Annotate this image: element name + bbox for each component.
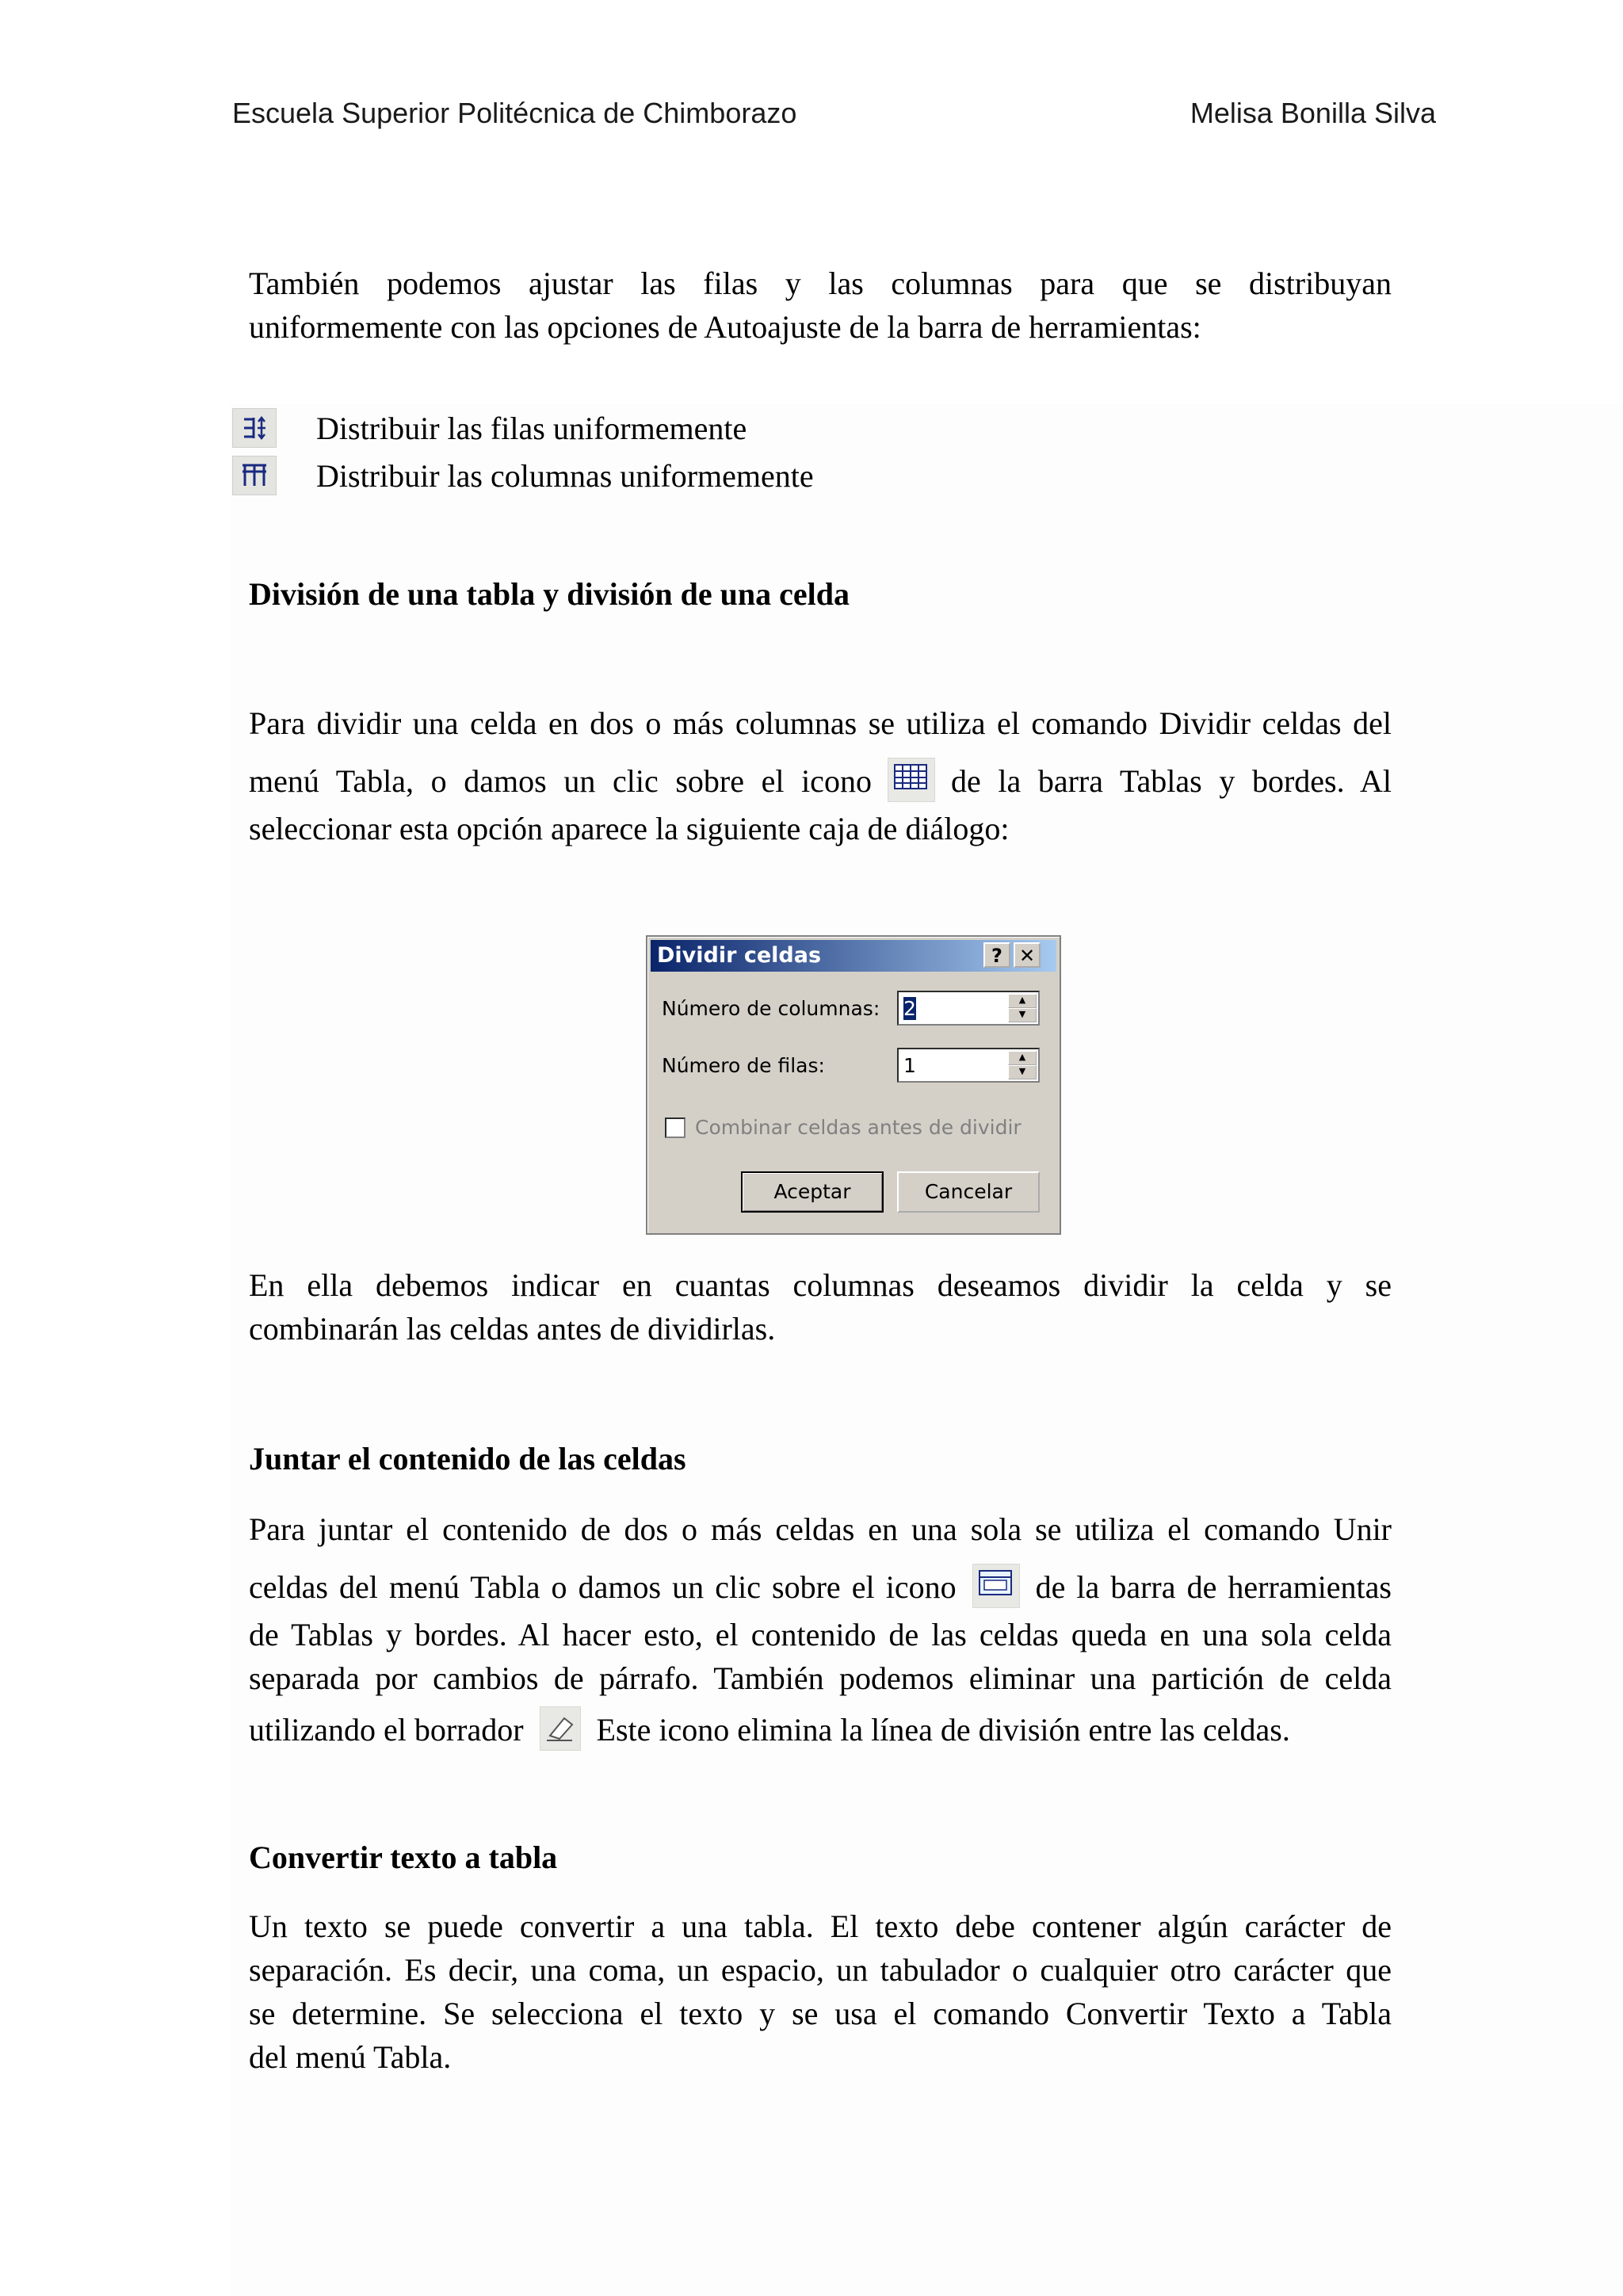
merge-paragraph [249,1507,1392,1755]
header-institution: Escuela Superior Politécnica de Chimborazo [232,97,797,129]
merge-line-2: celdas del menú Tabla o damos un clic sobre el icono de la barra de herramientas [249,1565,1392,1613]
intro-line-2: uniformemente con las opciones de Autoajuste de la barra de herramientas: [249,309,1201,345]
split-paragraph [249,701,1392,850]
heading-split-table: División de una tabla y división de una celda [249,576,850,612]
columns-value: 2 [903,997,916,1020]
heading-convert-text: Convertir texto a tabla [249,1839,558,1875]
rows-stepper[interactable] [897,1048,1040,1083]
merge-label: Combinar celdas antes de dividir [695,1116,1022,1139]
merge-line-5: utilizando el borrador Este icono elimina la línea de división entre las celdas. [249,1708,1392,1755]
columns-stepper[interactable] [897,991,1040,1026]
eraser-icon [540,1706,581,1751]
distribute-columns-label: Distribuir las columnas uniformemente [316,457,814,494]
merge-cells-icon [972,1564,1020,1608]
rows-spin-arrows[interactable]: ▲ ▼ [1008,1051,1037,1079]
distribute-columns-icon [232,456,277,495]
convert-line-2: separación. Es decir, una coma, un espacio, un tabulador o cualquier otro carácter que [249,1952,1392,1988]
distribute-rows-icon [232,408,277,448]
help-button[interactable]: ? [983,942,1010,968]
cancel-button[interactable]: Cancelar [897,1171,1040,1213]
rows-label: Número de filas: [662,1054,825,1077]
split-cells-dialog [646,935,1061,1235]
close-button[interactable]: ✕ [1014,942,1041,968]
dialog-title: Dividir celdas [651,940,1056,972]
explanation-line-1: En ella debemos indicar en cuantas columnas deseamos dividir la celda y se [249,1267,1392,1303]
convert-paragraph [249,1904,1392,2079]
merge-line-3: de Tablas y bordes. Al hacer esto, el contenido de las celdas queda en una sola celda [249,1616,1392,1652]
columns-spin-arrows[interactable]: ▲ ▼ [1008,994,1037,1022]
intro-paragraph [249,262,1392,349]
merge-line-4: separada por cambios de párrafo. También podemos eliminar una partición de celda [249,1660,1392,1696]
dialog-explanation [249,1263,1392,1350]
header-author: Melisa Bonilla Silva [1190,97,1436,129]
merge-line-1: Para juntar el contenido de dos o más celdas en una sola se utiliza el comando Unir [249,1511,1392,1547]
explanation-line-2: combinarán las celdas antes de dividirlas. [249,1311,776,1347]
distribute-rows-item [232,409,747,447]
heading-merge-cells: Juntar el contenido de las celdas [249,1441,686,1477]
split-line-1: Para dividir una celda en dos o más columnas se utiliza el comando Dividir celdas del [249,705,1392,741]
split-line-2: menú Tabla, o damos un clic sobre el icono de la barra Tablas y bordes. Al [249,759,1392,807]
distribute-rows-label: Distribuir las filas uniformemente [316,410,747,446]
convert-line-3: se determine. Se selecciona el texto y se usa el comando Convertir Texto a Tabla [249,1996,1392,2031]
convert-line-4: del menú Tabla. [249,2039,452,2075]
split-cells-icon [888,758,935,802]
convert-line-1: Un texto se puede convertir a una tabla. El texto debe contener algún carácter de [249,1908,1392,1944]
merge-checkbox[interactable] [665,1117,685,1138]
rows-value: 1 [903,1054,916,1077]
split-line-3: seleccionar esta opción aparece la siguiente caja de diálogo: [249,810,1010,846]
accept-button[interactable]: Aceptar [741,1171,884,1213]
intro-line-1: También podemos ajustar las filas y las columnas para que se distribuyan [249,266,1392,301]
columns-label: Número de columnas: [662,997,880,1020]
distribute-columns-item [232,457,814,495]
